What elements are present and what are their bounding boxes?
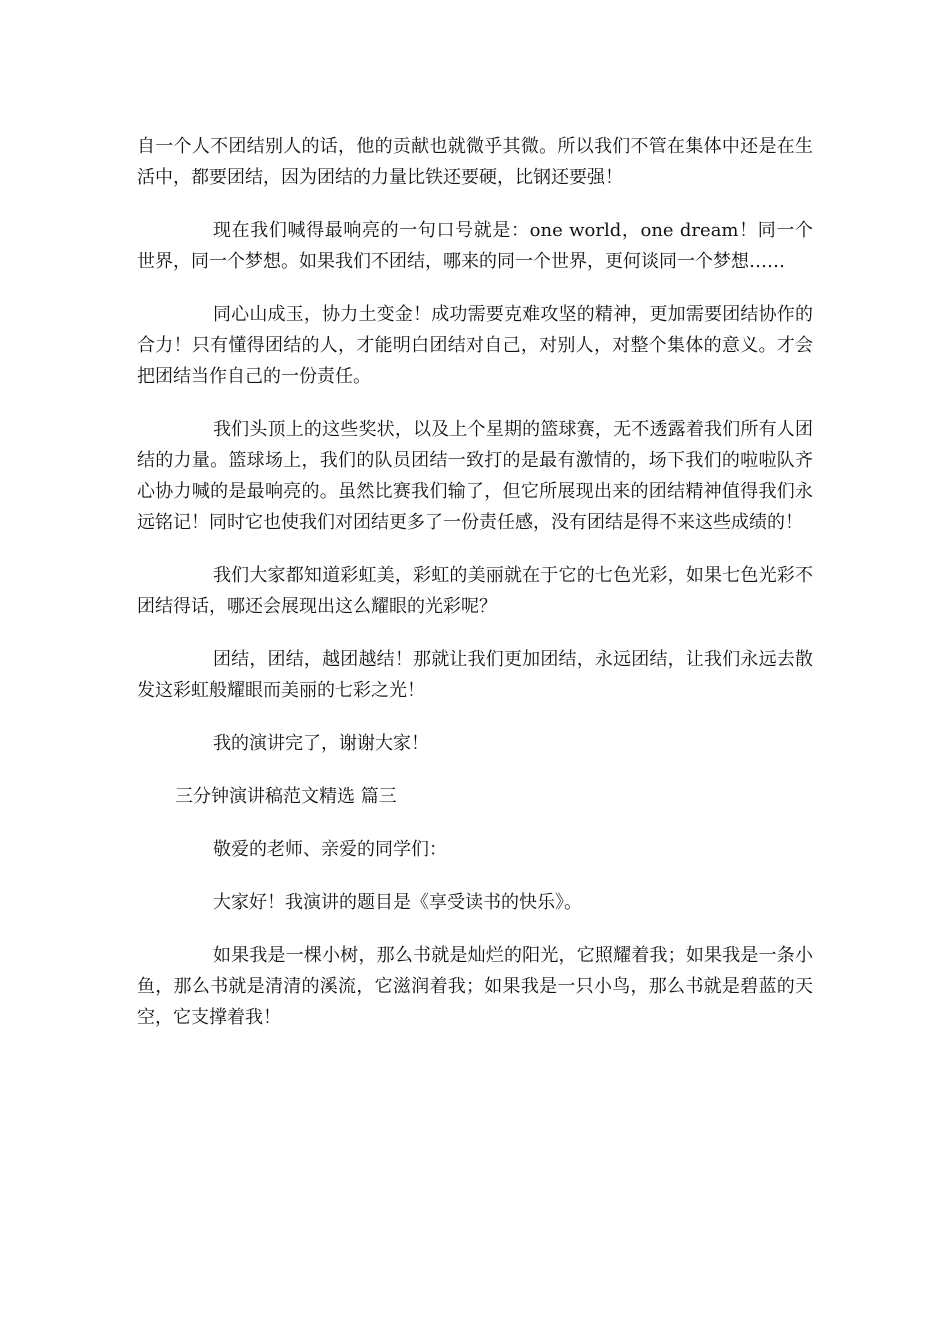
paragraph-6: 团结，团结，越团越结！那就让我们更加团结，永远团结，让我们永远去散发这彩虹般耀眼而美丽的七彩之光！ (137, 649, 813, 701)
document-body (137, 131, 813, 1055)
paragraph-1: 自一个人不团结别人的话，他的贡献也就微乎其微。所以我们不管在集体中还是在生活中，都要团结，因为团结的力量比铁还要硬，比钢还要强！ (137, 136, 813, 188)
salutation: 敬爱的老师、亲爱的同学们： (213, 839, 447, 860)
paragraph-4: 我们头顶上的这些奖状，以及上个星期的篮球赛，无不透露着我们所有人团结的力量。篮球场上，我们的队员团结一致打的是最有激情的，场下我们的啦啦队齐心协力喊的是最响亮的。虽然比赛我们输了，但它所展现出来的团结精神值得我们永远铭记！同时它也使我们对团结更多了一份责任感，没有团结是得不来这些成绩的！ (137, 419, 813, 533)
paragraph-5: 我们大家都知道彩虹美，彩虹的美丽就在于它的七色光彩，如果七色光彩不团结得话，哪还会展现出这么耀眼的光彩呢？ (137, 565, 813, 617)
paragraph-11: 如果我是一棵小树，那么书就是灿烂的阳光，它照耀着我；如果我是一条小鱼，那么书就是清清的溪流，它滋润着我；如果我是一只小鸟，那么书就是碧蓝的天空，它支撑着我！ (137, 945, 813, 1028)
paragraph-3: 同心山成玉，协力土变金！成功需要克难攻坚的精神，更加需要团结协作的合力！只有懂得团结的人，才能明白团结对自己，对别人，对整个集体的意义。才会把团结当作自己的一份责任。 (137, 304, 813, 387)
greeting: 大家好！我演讲的题目是《享受读书的快乐》。 (213, 892, 582, 913)
paragraph-2: 现在我们喊得最响亮的一句口号就是：one world，one dream！同一个世界，同一个梦想。如果我们不团结，哪来的同一个世界，更何谈同一个梦想…… (137, 220, 813, 272)
section-heading: 三分钟演讲稿范文精选 篇三 (175, 786, 397, 807)
closing-line: 我的演讲完了，谢谢大家！ (213, 733, 429, 754)
